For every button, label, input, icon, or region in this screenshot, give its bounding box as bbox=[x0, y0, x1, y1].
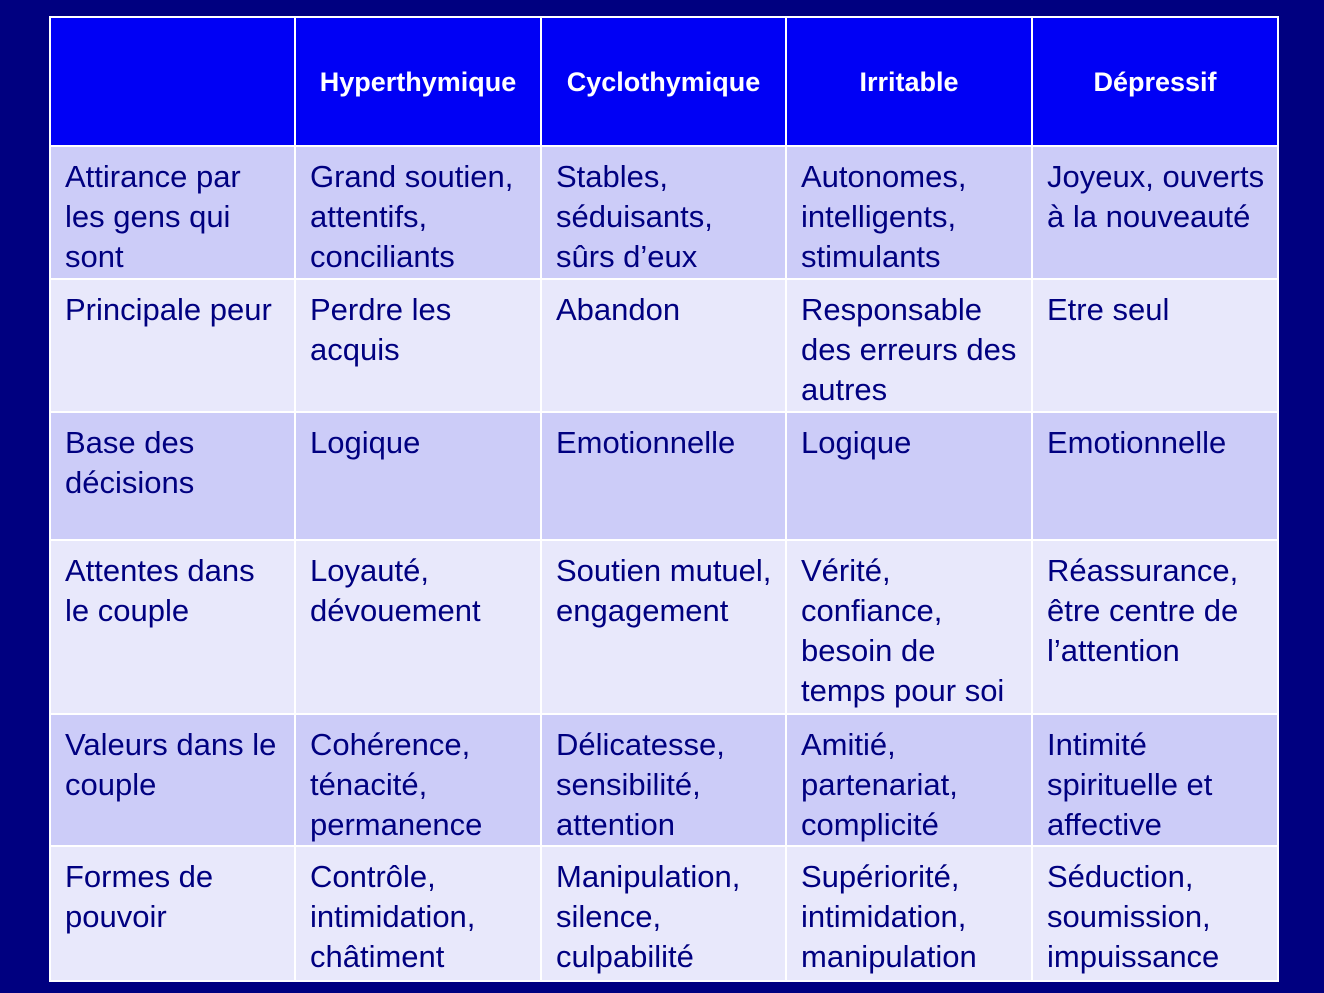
table-cell: Autonomes, intelligents, stimulants bbox=[786, 146, 1032, 279]
row-label: Attirance par les gens qui sont bbox=[50, 146, 295, 279]
header-row bbox=[50, 17, 1278, 146]
header-corner bbox=[50, 17, 295, 146]
table-cell: Emotionnelle bbox=[541, 412, 786, 540]
table-cell: Réassurance, être centre de l’attention bbox=[1032, 540, 1278, 714]
table-cell: Intimité spirituelle et affective bbox=[1032, 714, 1278, 846]
table-cell: Cohérence, ténacité, permanence bbox=[295, 714, 541, 846]
row-label: Principale peur bbox=[50, 279, 295, 412]
table-cell: Séduction, soumission, impuissance bbox=[1032, 846, 1278, 981]
table-cell: Manipulation, silence, culpabilité bbox=[541, 846, 786, 981]
temperament-table bbox=[49, 16, 1279, 982]
row-label: Base des décisions bbox=[50, 412, 295, 540]
table-cell: Soutien mutuel, engagement bbox=[541, 540, 786, 714]
table-cell: Grand soutien, attentifs, conciliants bbox=[295, 146, 541, 279]
table-cell: Perdre les acquis bbox=[295, 279, 541, 412]
table-cell: Abandon bbox=[541, 279, 786, 412]
table-cell: Amitié, partenariat, complicité bbox=[786, 714, 1032, 846]
table-cell: Loyauté, dévouement bbox=[295, 540, 541, 714]
table-cell: Etre seul bbox=[1032, 279, 1278, 412]
row-label: Attentes dans le couple bbox=[50, 540, 295, 714]
table-cell: Supériorité, intimidation, manipulation bbox=[786, 846, 1032, 981]
table-row bbox=[50, 846, 1278, 981]
table-cell: Logique bbox=[786, 412, 1032, 540]
header-depressif: Dépressif bbox=[1032, 17, 1278, 146]
table-cell: Joyeux, ouverts à la nouveauté bbox=[1032, 146, 1278, 279]
table-row bbox=[50, 146, 1278, 279]
row-label: Formes de pouvoir bbox=[50, 846, 295, 981]
table-row bbox=[50, 279, 1278, 412]
table-cell: Contrôle, intimidation, châtiment bbox=[295, 846, 541, 981]
table-row bbox=[50, 412, 1278, 540]
table-row bbox=[50, 714, 1278, 846]
header-cyclothymique: Cyclothymique bbox=[541, 17, 786, 146]
row-label: Valeurs dans le couple bbox=[50, 714, 295, 846]
table-cell: Responsable des erreurs des autres bbox=[786, 279, 1032, 412]
table-cell: Vérité, confiance, besoin de temps pour soi bbox=[786, 540, 1032, 714]
table-cell: Emotionnelle bbox=[1032, 412, 1278, 540]
header-hyperthymique: Hyperthymique bbox=[295, 17, 541, 146]
header-irritable: Irritable bbox=[786, 17, 1032, 146]
table-row bbox=[50, 540, 1278, 714]
table-cell: Stables, séduisants, sûrs d’eux bbox=[541, 146, 786, 279]
table-cell: Logique bbox=[295, 412, 541, 540]
table-cell: Délicatesse, sensibilité, attention bbox=[541, 714, 786, 846]
